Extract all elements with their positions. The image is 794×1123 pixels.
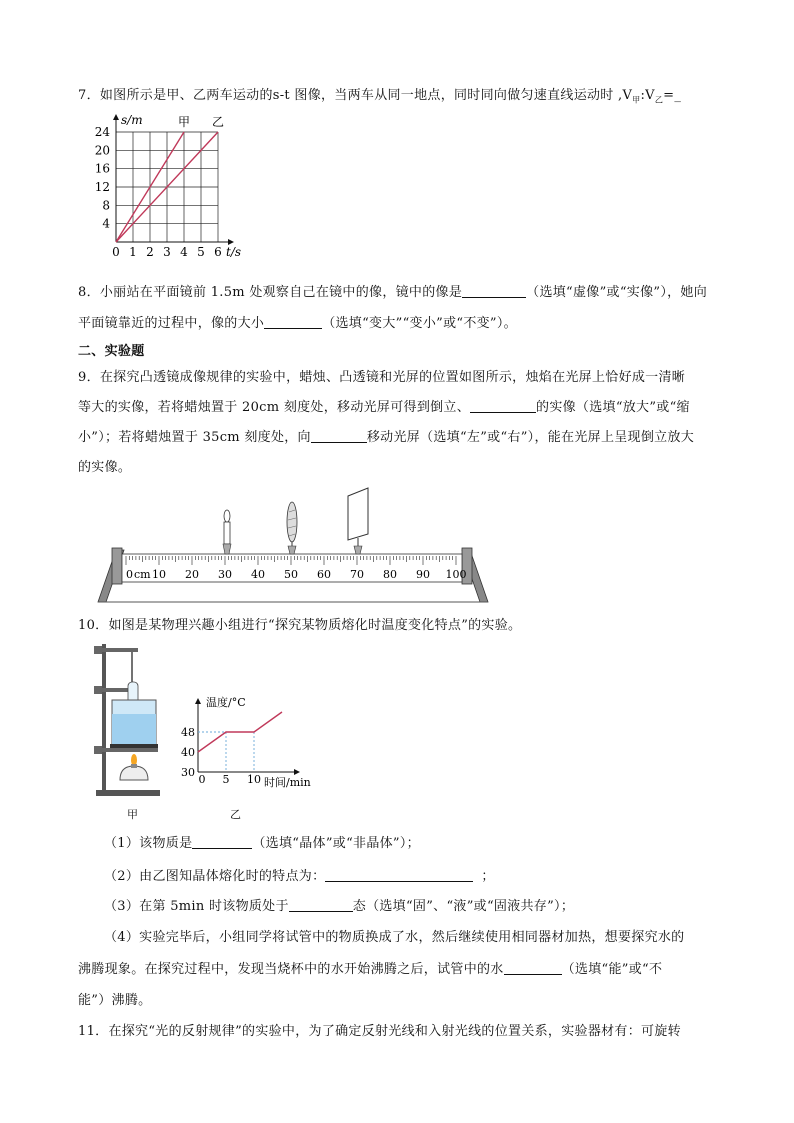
ring-support [98, 748, 158, 752]
q8-line2: 平面镜靠近的过程中，像的大小 （选填“变大”“变小”或“不变”）。 [78, 316, 517, 331]
y-tick-label: 4 [102, 216, 110, 231]
q9-line3: 小”）；若将蜡烛置于 35cm 刻度处，向 移动光屏（选填“左”或“右”），能在光屏上呈现倒立放大 [78, 430, 695, 445]
y-axis-label: s/m [121, 113, 143, 127]
ruler-label: 90 [416, 568, 430, 581]
y-tick-label: 40 [181, 746, 195, 759]
x-tick-label: 5 [197, 245, 205, 259]
y-axis-arrow [113, 114, 119, 120]
ruler-label: 60 [317, 568, 331, 581]
ruler-label: 80 [383, 568, 397, 581]
ruler-label: 70 [350, 568, 364, 581]
q9-line4: 的实像。 [78, 460, 132, 475]
series-label: 甲 [177, 115, 191, 129]
q10-blank1[interactable] [192, 835, 252, 849]
x-tick-label: 6 [214, 245, 222, 259]
q10-sub2: （2）由乙图知晶体熔化时的特点为： ； [104, 869, 495, 884]
series-label: 乙 [211, 115, 225, 129]
y-tick-label: 12 [94, 180, 110, 194]
x-tick-label: 4 [180, 245, 188, 259]
ruler-label: 100 [445, 568, 467, 581]
y-tick-label: 20 [94, 143, 110, 158]
ruler-label: 50 [284, 568, 298, 581]
q8-line1: 8．小丽站在平面镜前 1.5m 处观察自己在镜中的像，镜中的像是 （选填“虚像”或“实像”），她向 [78, 285, 708, 300]
x-tick-label: 0 [198, 773, 206, 786]
alcohol-lamp [120, 766, 148, 780]
y-tick-label: 24 [94, 125, 110, 139]
q10-title: 10．如图是某物理兴趣小组进行“探究某物质熔化时温度变化特点”的实验。 [78, 618, 522, 633]
convex-lens [287, 502, 297, 554]
ruler-unit: cm [134, 568, 151, 581]
q10-blank3[interactable] [289, 898, 353, 912]
stand-rod [102, 644, 106, 794]
y-tick-label: 16 [94, 161, 110, 176]
ruler-label: 40 [251, 568, 265, 581]
ruler-label: 0 [126, 568, 133, 581]
y-axis-arrow [195, 698, 201, 704]
y-axis-label: 温度/°C [206, 696, 246, 709]
label-yi: 乙 [230, 808, 242, 821]
st-chart [90, 112, 290, 272]
q10-sub4-line1: （4）实验完毕后，小组同学将试管中的物质换成了水，然后继续使用相同器材加热，想要探究水的 [104, 930, 685, 945]
light-screen [348, 488, 368, 554]
q10-sub3: （3）在第 5min 时该物质处于 态（选填“固”、“液”或“固液共存”）； [104, 899, 575, 914]
x-tick-label: 3 [163, 245, 171, 259]
label-jia: 甲 [127, 808, 139, 821]
y-tick-label: 8 [102, 198, 110, 213]
ruler-label: 20 [185, 568, 199, 581]
clamp-top [98, 648, 138, 652]
x-axis-arrow [294, 769, 300, 775]
q10-sub4-line3: 能”）沸腾。 [78, 993, 152, 1008]
q8-blank2[interactable] [264, 315, 322, 329]
q10-blank2[interactable] [325, 868, 473, 882]
x-axis-label: 时间/min [264, 776, 311, 789]
heating-apparatus-figure [92, 640, 172, 800]
x-tick-label: 10 [247, 773, 261, 786]
x-tick-label: 5 [222, 773, 230, 786]
ruler-label: 10 [152, 568, 166, 581]
ruler-label: 30 [218, 568, 232, 581]
q8-blank1[interactable] [462, 284, 526, 298]
q9-line2: 等大的实像，若将蜡烛置于 20cm 刻度处，移动光屏可得到倒立、 的实像（选填“放大”或“缩 [78, 400, 690, 415]
q11-line1: 11．在探究“光的反射规律”的实验中，为了确定反射光线和入射光线的位置关系，实验器材有：可旋转 [78, 1024, 681, 1039]
q10-sub4-line2: 沸腾现象。在探究过程中，发现当烧杯中的水开始沸腾之后，试管中的水 （选填“能”或“不 [78, 962, 663, 977]
candle [223, 510, 231, 554]
optical-bench-figure [96, 484, 496, 604]
stand-base [96, 790, 160, 796]
clamp-mid [98, 688, 132, 692]
x-axis-label: t/s [226, 245, 242, 259]
q10-sub1: （1）该物质是 （选填“晶体”或“非晶体”）； [104, 836, 420, 851]
y-tick-label: 30 [181, 766, 195, 779]
q9-blank2[interactable] [311, 429, 367, 443]
q7-text: 7．如图所示是甲、乙两车运动的s-t 图像，当两车从同一地点，同时同向做匀速直线运动时 $,V_甲:V_乙=\_$ [78, 88, 682, 105]
section-heading: 二、实验题 [78, 344, 145, 359]
q10-blank4[interactable] [504, 961, 562, 975]
temperature-chart [176, 692, 326, 802]
y-tick-label: 48 [181, 726, 195, 739]
x-tick-label: 2 [146, 245, 154, 259]
q9-line1: 9．在探究凸透镜成像规律的实验中，蜡烛、凸透镜和光屏的位置如图所示，烛焰在光屏上恰好成一清晰 [78, 370, 686, 385]
bench-left-end [112, 548, 122, 584]
x-tick-label: 1 [129, 245, 137, 259]
x-tick-label: 0 [112, 245, 120, 259]
q9-blank1[interactable] [470, 399, 536, 413]
